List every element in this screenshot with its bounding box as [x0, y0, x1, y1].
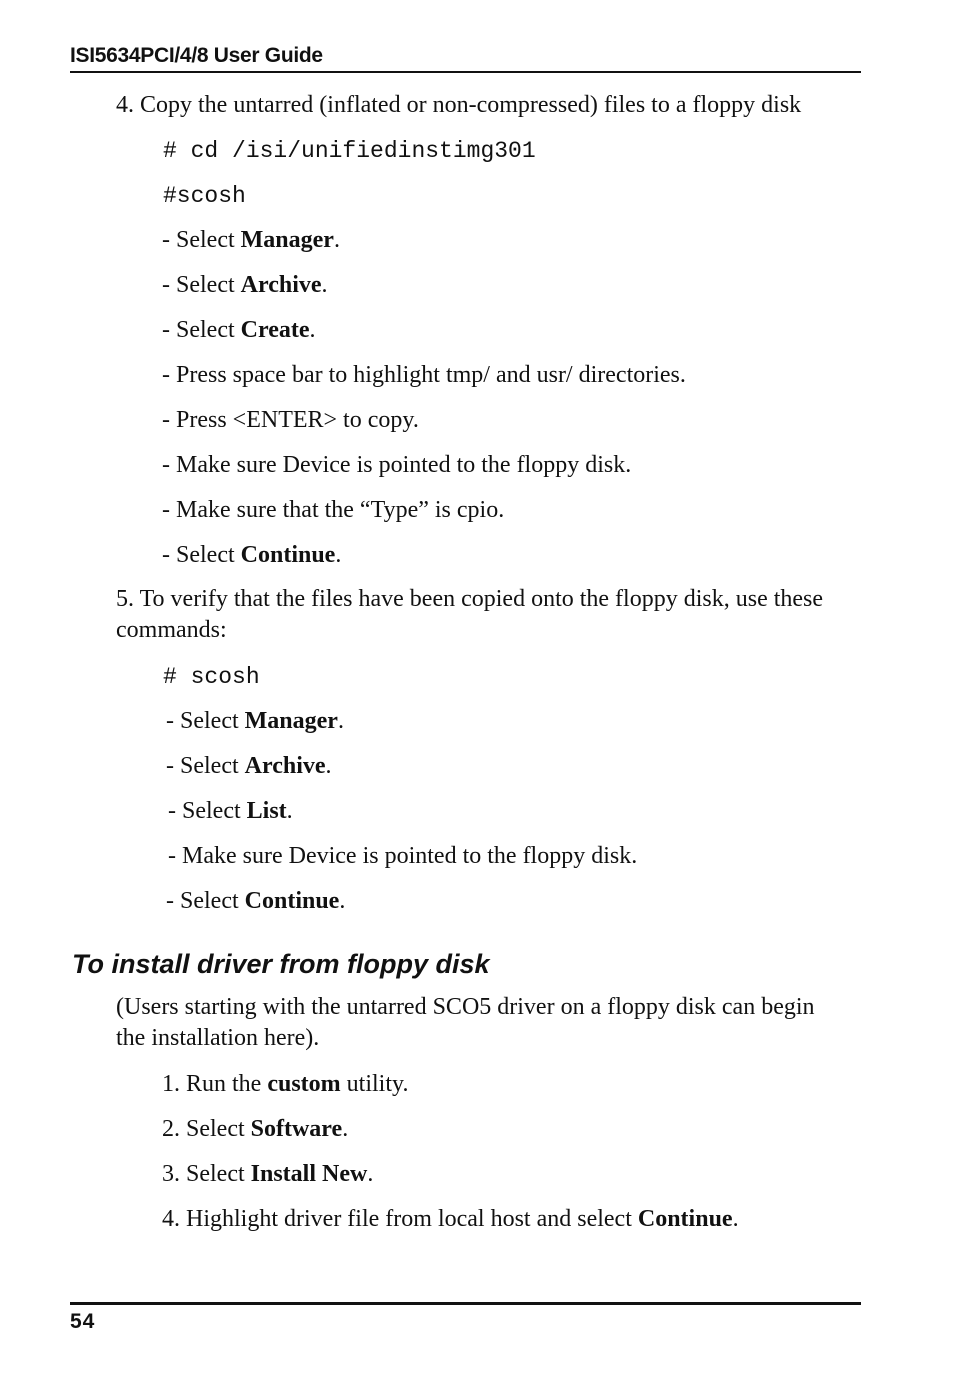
list-item: - Select Archive. — [166, 753, 332, 779]
list-item: - Select List. — [168, 798, 293, 824]
list-item: - Select Continue. — [162, 542, 342, 568]
install-step: 4. Highlight driver file from local host and select Continue. — [162, 1206, 739, 1232]
section-intro: (Users starting with the untarred SCO5 driver on a floppy disk can begin the installation here). — [116, 994, 815, 1051]
list-item: - Select Create. — [162, 317, 316, 343]
install-step: 3. Select Install New. — [162, 1161, 374, 1187]
list-item: - Make sure that the “Type” is cpio. — [162, 497, 505, 523]
command-cd: # cd /isi/unifiedinstimg301 — [163, 138, 536, 164]
list-item: - Press space bar to highlight tmp/ and usr/ directories. — [162, 362, 686, 388]
header-title: ISI5634PCI/4/8 User Guide — [70, 44, 323, 67]
list-item: - Select Manager. — [166, 708, 344, 734]
step-4-text: 4. Copy the untarred (inflated or non-compressed) files to a floppy disk — [116, 92, 802, 118]
step-5-text: 5. To verify that the files have been copied onto the floppy disk, use these commands: — [116, 586, 824, 643]
footer-rule — [70, 1302, 861, 1305]
section-heading: To install driver from floppy disk — [72, 949, 490, 979]
install-step: 1. Run the custom utility. — [162, 1071, 409, 1097]
list-item: - Select Archive. — [162, 272, 328, 298]
page-number: 54 — [70, 1310, 96, 1333]
list-item: - Select Manager. — [162, 227, 340, 253]
list-item: - Select Continue. — [166, 888, 346, 914]
command-scosh: # scosh — [163, 664, 260, 690]
install-step: 2. Select Software. — [162, 1116, 349, 1142]
header-rule — [70, 71, 861, 73]
list-item: - Make sure Device is pointed to the floppy disk. — [162, 452, 632, 478]
list-item: - Make sure Device is pointed to the floppy disk. — [168, 843, 638, 869]
command-scosh: #scosh — [163, 183, 246, 209]
list-item: - Press <ENTER> to copy. — [162, 407, 419, 433]
